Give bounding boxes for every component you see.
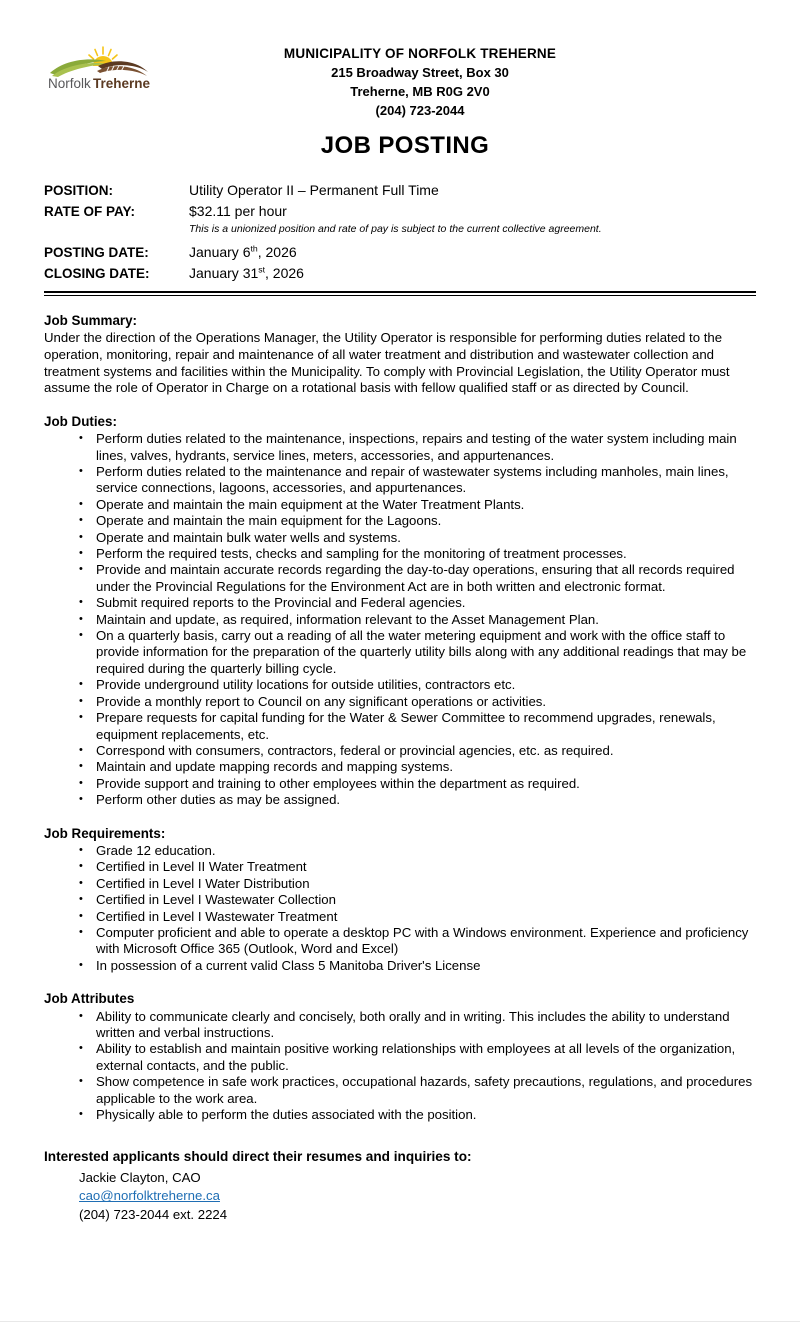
posting-date-label: POSTING DATE:	[44, 245, 149, 260]
job-requirements-list	[44, 843, 756, 974]
job-summary-text: Under the direction of the Operations Manager, the Utility Operator is responsible for performing duties related to the operation, monitoring, repair and maintenance of all water treatment and distribution and wastewater collection and treatment systems and facilities within the Municipality. To comply with Provincial Legislation, the Utility Operator must assume the role of Operator in Charge on a rotational basis with fellow qualified staff or as directed by Council.	[44, 330, 730, 396]
list-item: • Operate and maintain the main equipment at the Water Treatment Plants.	[44, 497, 756, 513]
organization-name: MUNICIPALITY OF NORFOLK TREHERNE	[283, 46, 557, 61]
contact-email-line	[79, 1187, 756, 1206]
list-item: • Operate and maintain bulk water wells and systems.	[44, 530, 756, 546]
meta-row-closing-date	[44, 263, 756, 284]
list-item: • Show competence in safe work practices, occupational hazards, safety precautions, regulations, and procedures applicable to the work area.	[44, 1074, 756, 1107]
posting-date-main: January 6	[189, 244, 251, 260]
position-value: Utility Operator II – Permanent Full Time	[189, 182, 439, 198]
closing-date-label: CLOSING DATE:	[44, 266, 150, 281]
closing-date-year: , 2026	[265, 265, 304, 281]
logo-word-treherne: Treherne	[93, 76, 151, 91]
logo-word-norfolk: Norfolk	[48, 76, 91, 91]
page-title: JOB POSTING	[320, 132, 490, 159]
list-item: • Provide a monthly report to Council on any significant operations or activities.	[44, 694, 756, 710]
organization-phone: (204) 723-2044	[375, 103, 465, 118]
job-duties-heading: Job Duties:	[44, 413, 117, 429]
list-item: • Prepare requests for capital funding for the Water & Sewer Committee to recommend upgrades, renewals, equipment replacements, etc.	[44, 710, 756, 743]
job-attributes-list	[44, 1009, 756, 1124]
posting-date-ordinal: th	[250, 243, 258, 254]
document-header	[0, 0, 800, 118]
list-item: • Submit required reports to the Provincial and Federal agencies.	[44, 595, 756, 611]
section-job-attributes	[44, 991, 756, 1123]
logo-graphic	[48, 46, 156, 94]
section-job-requirements	[44, 826, 756, 975]
meta-row-posting-date	[44, 242, 756, 263]
list-item: • Grade 12 education.	[44, 843, 756, 859]
list-item: • Certified in Level I Wastewater Collection	[44, 892, 756, 908]
closing-date-main: January 31	[189, 265, 259, 281]
contact-name: Jackie Clayton, CAO	[79, 1169, 201, 1185]
list-item: • Correspond with consumers, contractors, federal or provincial agencies, etc. as required.	[44, 743, 756, 759]
meta-row-rate	[44, 201, 756, 222]
rate-of-pay-note: This is a unionized position and rate of pay is subject to the current collective agreement.	[189, 223, 602, 235]
list-item: • Certified in Level II Water Treatment	[44, 859, 756, 875]
section-job-summary	[44, 313, 756, 397]
job-requirements-heading: Job Requirements:	[44, 825, 166, 841]
contact-email-link[interactable]: cao@norfolktreherne.ca	[79, 1188, 220, 1204]
contact-phone: (204) 723-2044 ext. 2224	[79, 1206, 228, 1222]
document-body	[44, 313, 756, 1224]
list-item: • Provide underground utility locations for outside utilities, contractors etc.	[44, 677, 756, 693]
closing-date-value	[189, 263, 756, 284]
organization-city: Treherne, MB R0G 2V0	[350, 84, 490, 99]
section-divider	[44, 291, 756, 296]
list-item: • Ability to communicate clearly and concisely, both orally and in writing. This includes the ability to understand written and verbal instructions.	[44, 1009, 756, 1042]
list-item: • Certified in Level I Wastewater Treatment	[44, 909, 756, 925]
posting-meta-table	[44, 180, 756, 284]
posting-date-value	[189, 242, 756, 263]
list-item: • Operate and maintain the main equipment for the Lagoons.	[44, 513, 756, 529]
rate-of-pay-value: $32.11 per hour	[189, 203, 287, 219]
posting-date-year: , 2026	[257, 244, 297, 260]
list-item: • Computer proficient and able to operate a desktop PC with a Windows environment. Experience and proficiency with Microsoft Office 365 (Outlook, Word and Excel)	[44, 925, 756, 958]
contact-heading: Interested applicants should direct their resumes and inquiries to:	[44, 1149, 472, 1165]
job-summary-heading: Job Summary:	[44, 313, 138, 328]
list-item: • Perform other duties as may be assigned.	[44, 792, 756, 808]
list-item: • Maintain and update, as required, information relevant to the Asset Management Plan.	[44, 612, 756, 628]
section-contact	[44, 1149, 756, 1224]
list-item: • Perform the required tests, checks and sampling for the monitoring of treatment processes.	[44, 546, 756, 562]
list-item: • Ability to establish and maintain positive working relationships with employees at all levels of the organization, external contacts, and the public.	[44, 1041, 756, 1074]
list-item: • On a quarterly basis, carry out a reading of all the water metering equipment and work with the office staff to provide information for the preparation of the quarterly utility bills along with any additional readings that may be required during the quarterly billing cycle.	[44, 628, 756, 677]
organization-street: 215 Broadway Street, Box 30	[331, 65, 509, 80]
list-item: • Certified in Level I Water Distribution	[44, 876, 756, 892]
list-item: • Maintain and update mapping records and mapping systems.	[44, 759, 756, 775]
meta-row-position	[44, 180, 756, 201]
position-label: POSITION:	[44, 183, 114, 198]
norfolk-treherne-logo	[48, 46, 156, 94]
closing-date-ordinal: st	[258, 264, 266, 275]
job-duties-list	[44, 431, 756, 808]
list-item: • Perform duties related to the maintenance and repair of wastewater systems including manholes, main lines, service connections, lagoons, accessories, and appurtenances.	[44, 464, 756, 497]
list-item: • In possession of a current valid Class 5 Manitoba Driver's License	[44, 958, 756, 974]
list-item: • Provide support and training to other employees within the department as required.	[44, 776, 756, 792]
list-item: • Physically able to perform the duties associated with the position.	[44, 1107, 756, 1123]
list-item: • Provide and maintain accurate records regarding the day-to-day operations, ensuring that all records required under the Provincial Regulations for the Environment Act are in both written and electronic format.	[44, 562, 756, 595]
section-job-duties	[44, 414, 756, 809]
list-item: • Perform duties related to the maintenance, inspections, repairs and testing of the water system including main lines, valves, hydrants, service lines, meters, accessories, and appurtenances.	[44, 431, 756, 464]
job-attributes-heading: Job Attributes	[44, 991, 135, 1007]
rate-of-pay-label: RATE OF PAY:	[44, 204, 136, 219]
